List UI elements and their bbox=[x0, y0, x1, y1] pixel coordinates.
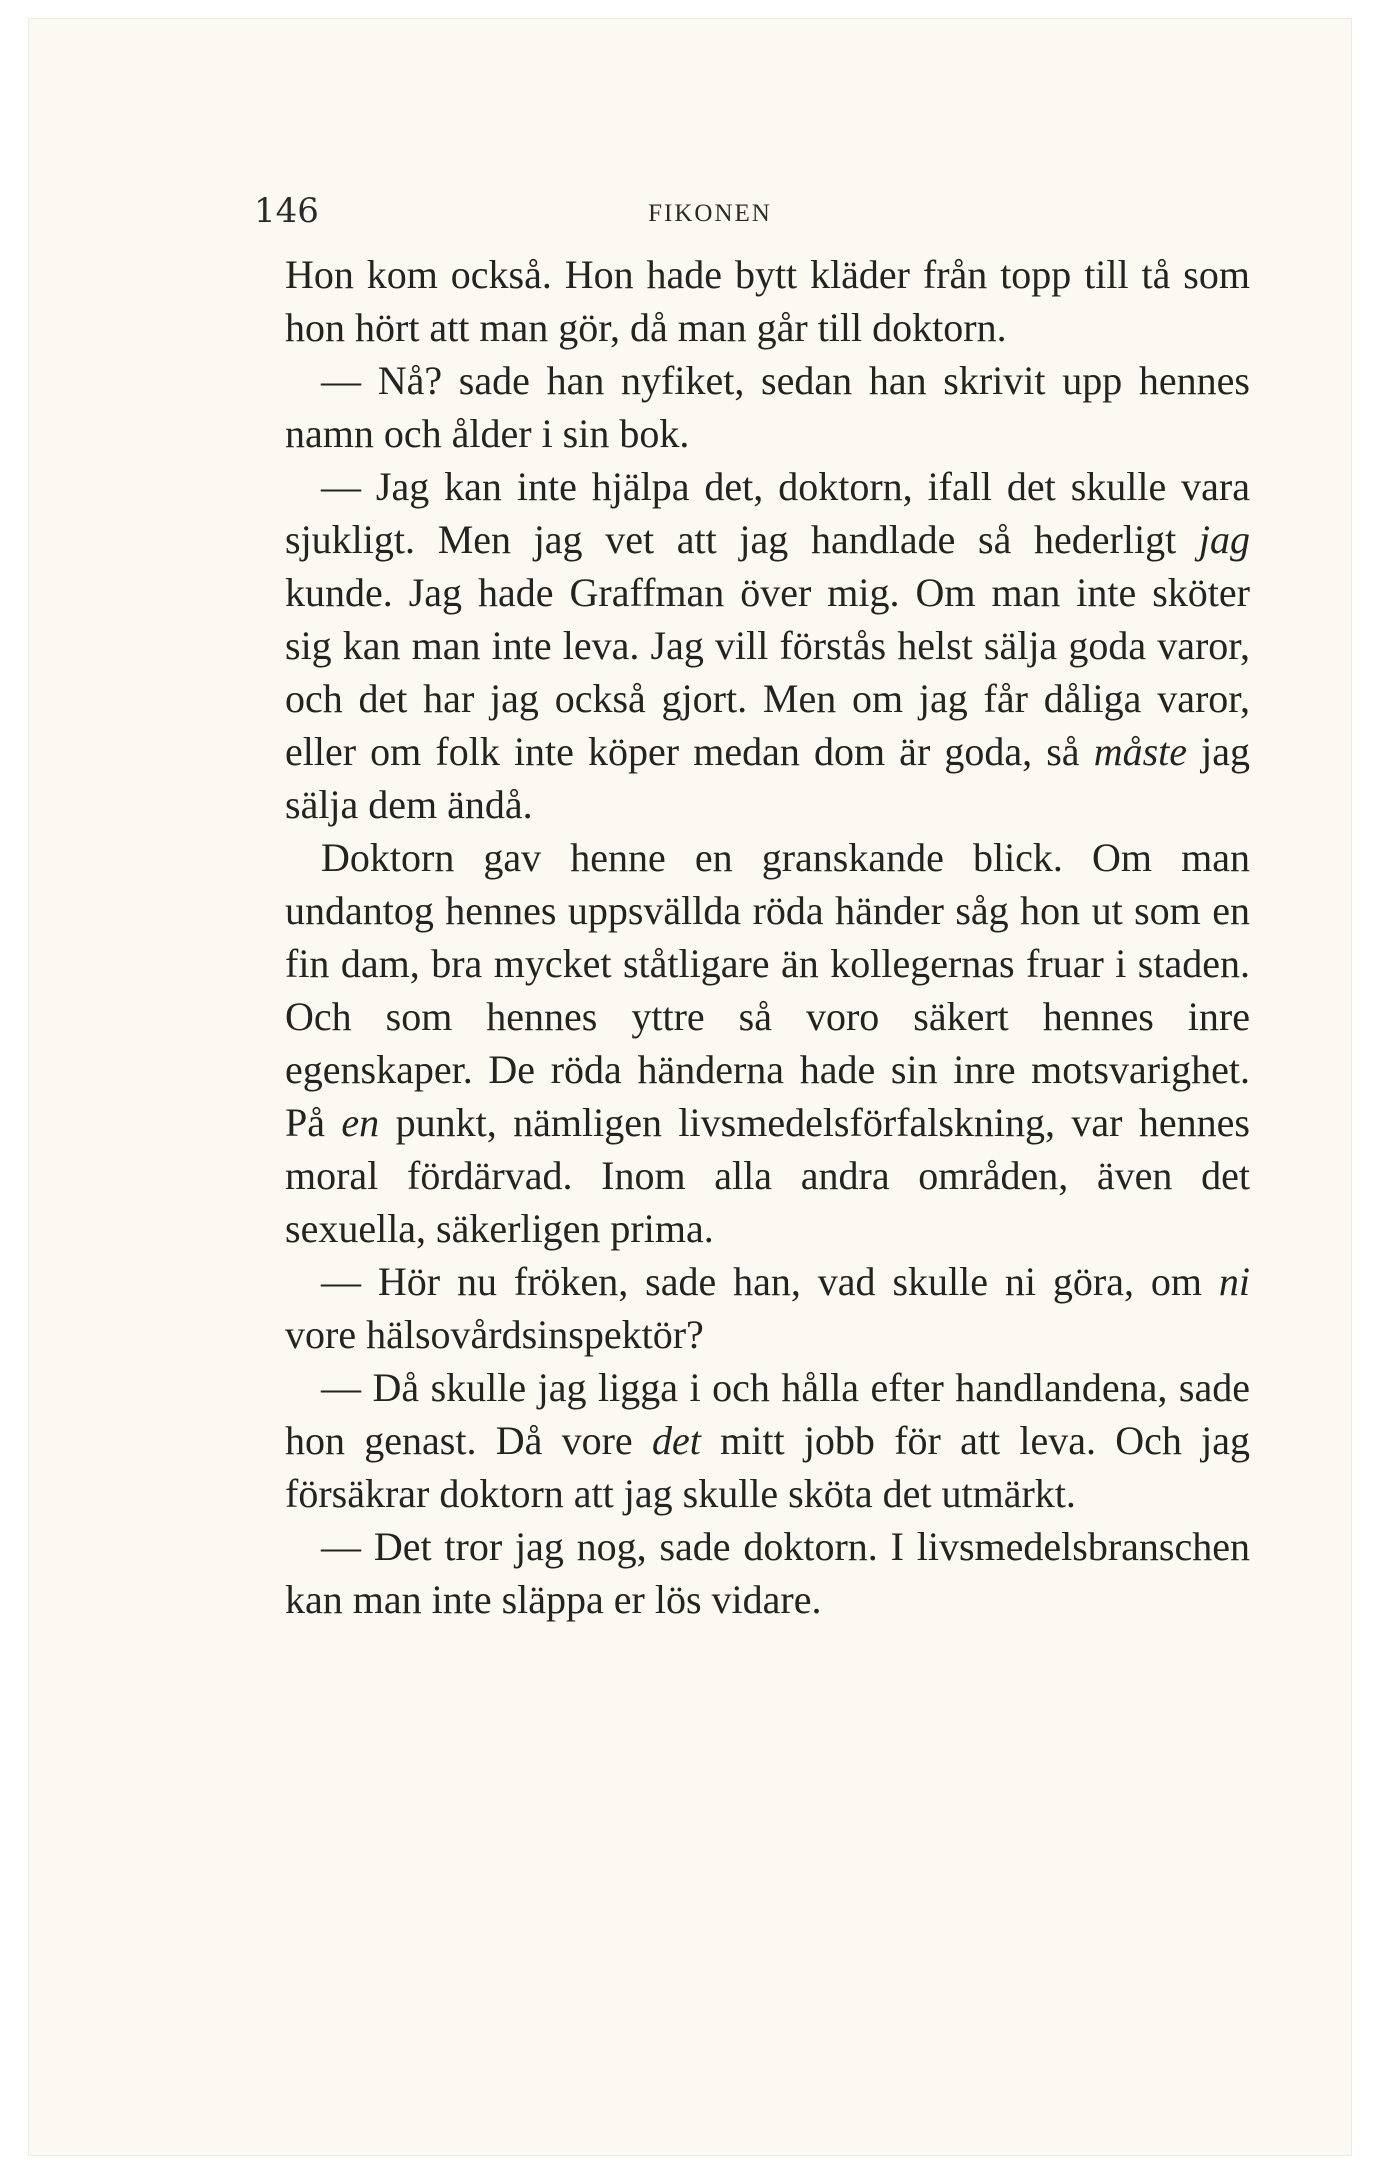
text-run: — Nå? sade han nyfiket, sedan han skrivit upp hennes namn och ålder i sin bok. bbox=[285, 358, 1250, 456]
text-run: jag sälja dem ändå. bbox=[285, 729, 1250, 827]
paragraph bbox=[285, 1520, 1250, 1626]
text-run: Hon kom också. Hon hade bytt kläder från topp till tå som hon hört att man gör, då man går till doktorn. bbox=[285, 252, 1250, 350]
text-run: kunde. Jag hade Graffman över mig. Om man inte sköter sig kan man inte leva. Jag vill förstås helst sälja goda varor, och det har jag också gjort. Men om jag får dåliga varor, eller om folk inte köper medan dom är goda, så bbox=[285, 570, 1250, 774]
paragraph bbox=[285, 1361, 1250, 1520]
paragraph bbox=[285, 1255, 1250, 1361]
text-run: — Det tror jag nog, sade doktorn. I livsmedelsbranschen kan man inte släppa er lös vidare. bbox=[285, 1524, 1250, 1622]
text-run: — Då skulle jag ligga i och hålla efter handlandena, sade hon genast. Då vore bbox=[285, 1365, 1250, 1463]
paragraph bbox=[285, 354, 1250, 460]
running-head: FIKONEN bbox=[648, 200, 772, 227]
text-run: punkt, nämligen livsmedelsförfalskning, var hennes moral fördärvad. Inom alla andra områden, även det sexuella, säkerligen prima. bbox=[285, 1100, 1250, 1251]
italic-text: jag bbox=[1198, 517, 1250, 562]
text-run: — Jag kan inte hjälpa det, doktorn, ifall det skulle vara sjukligt. Men jag vet att jag handlade så hederligt bbox=[285, 464, 1250, 562]
text-run: mitt jobb för att leva. Och jag försäkrar doktorn att jag skulle sköta det utmärkt. bbox=[285, 1418, 1250, 1516]
italic-text: ni bbox=[1218, 1259, 1250, 1304]
text-run: Doktorn gav henne en granskande blick. Om man undantog hennes uppsvällda röda händer såg hon ut som en fin dam, bra mycket ståtligare än kollegernas fruar i staden. Och som hennes yttre så voro säkert hennes inre egenskaper. De röda händerna hade sin inre motsvarighet. På bbox=[285, 835, 1250, 1145]
text-run: vore hälsovårdsinspektör? bbox=[285, 1312, 704, 1357]
body-text bbox=[285, 248, 1250, 1626]
italic-text: det bbox=[651, 1418, 701, 1463]
italic-text: en bbox=[341, 1100, 380, 1145]
page-number: 146 bbox=[254, 191, 319, 231]
paragraph bbox=[285, 831, 1250, 1255]
paragraph bbox=[285, 248, 1250, 354]
book-page bbox=[28, 18, 1352, 2156]
italic-text: måste bbox=[1093, 729, 1188, 774]
text-run: — Hör nu fröken, sade han, vad skulle ni göra, om bbox=[321, 1259, 1219, 1304]
paragraph bbox=[285, 460, 1250, 831]
